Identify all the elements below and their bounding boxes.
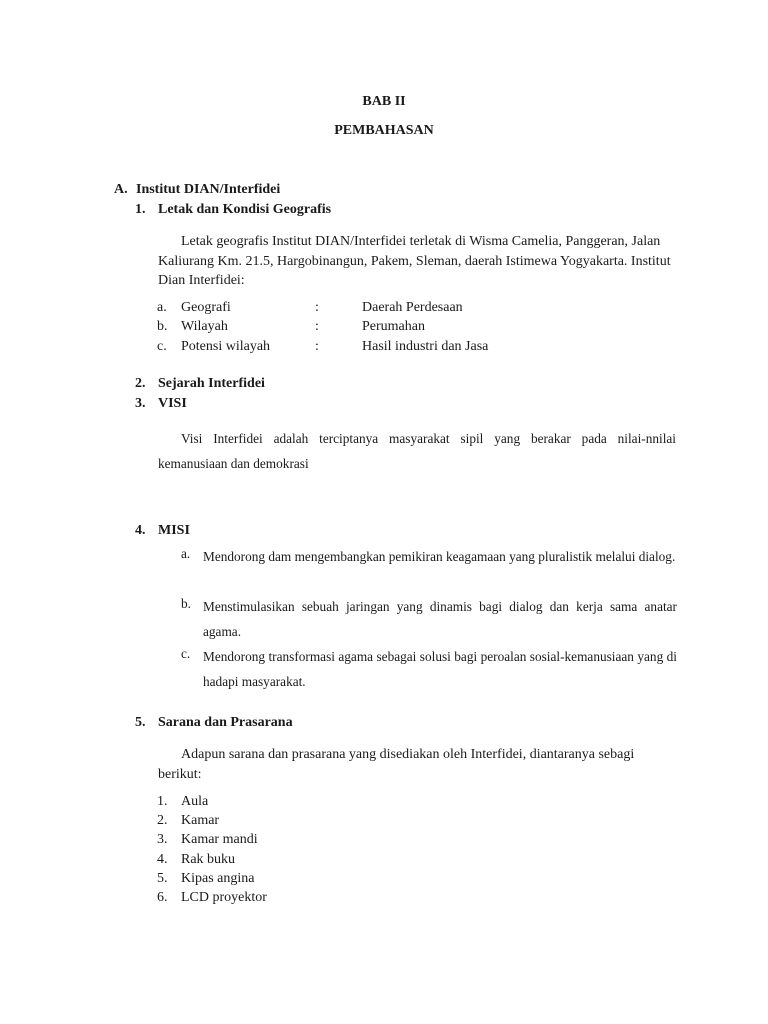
misi-text: Mendorong dam mengembangkan pemikiran keagamaan yang pluralistik melalui dialog. [203, 549, 676, 564]
row-separator: : [315, 319, 319, 334]
row-letter: a. [157, 300, 167, 315]
s1-title: Letak dan Kondisi Geografis [158, 202, 332, 217]
s1-number: 1. [135, 202, 146, 217]
s1-paragraph: Letak geografis Institut DIAN/Interfidei terletak di Wisma Camelia, Panggeran, Jalan Kaliurang Km. 21.5, Hargobinangun, Pakem, Sleman, daerah Istimewa Yogyakarta. Institut Dian Interfidei: [158, 234, 671, 288]
s4-title: MISI [158, 523, 190, 538]
sarana-text: LCD proyektor [181, 890, 267, 905]
misi-text: Menstimulasikan sebuah jaringan yang dinamis bagi dialog dan kerja sama anatar agama. [203, 599, 677, 639]
misi-letter: c. [181, 646, 191, 661]
misi-text: Mendorong transformasi agama sebagai solusi bagi peroalan sosial-kemanusiaan yang di hadapi masyarakat. [203, 649, 677, 689]
sarana-text: Kamar mandi [181, 832, 258, 847]
sarana-number: 5. [157, 871, 168, 886]
misi-letter: b. [181, 596, 191, 611]
row-label: Potensi wilayah [181, 339, 271, 354]
sarana-text: Rak buku [181, 852, 236, 867]
s2-number: 2. [135, 376, 146, 391]
row-separator: : [315, 300, 319, 315]
misi-letter: a. [181, 546, 191, 561]
sarana-number: 6. [157, 890, 168, 905]
row-value: Hasil industri dan Jasa [362, 339, 489, 354]
s3-title: VISI [158, 396, 187, 411]
sarana-number: 2. [157, 813, 168, 828]
s5-title: Sarana dan Prasarana [158, 715, 293, 730]
sarana-text: Kamar [181, 813, 220, 828]
s4-number: 4. [135, 523, 146, 538]
row-letter: c. [157, 339, 167, 354]
sarana-paragraph: Adapun sarana dan prasarana yang disediakan oleh Interfidei, diantaranya sebagi berikut: [158, 747, 635, 782]
s3-number: 3. [135, 396, 146, 411]
chapter-title: PEMBAHASAN [334, 123, 434, 138]
row-label: Wilayah [181, 319, 228, 334]
chapter-heading: BAB II [362, 94, 406, 109]
sarana-text: Kipas angina [181, 871, 255, 886]
row-separator: : [315, 339, 319, 354]
visi-paragraph: Visi Interfidei adalah terciptanya masyarakat sipil yang berakar pada nilai-nnilai kemanusiaan dan demokrasi [158, 431, 676, 471]
section-a-title: Institut DIAN/Interfidei [136, 182, 281, 197]
s5-number: 5. [135, 715, 146, 730]
sarana-number: 1. [157, 794, 168, 809]
sarana-number: 4. [157, 852, 168, 867]
row-label: Geografi [181, 300, 231, 315]
s2-title: Sejarah Interfidei [158, 376, 265, 391]
sarana-number: 3. [157, 832, 168, 847]
section-a-marker: A. [114, 182, 128, 197]
row-letter: b. [157, 319, 168, 334]
sarana-text: Aula [181, 794, 209, 809]
row-value: Daerah Perdesaan [362, 300, 463, 315]
row-value: Perumahan [362, 319, 425, 334]
